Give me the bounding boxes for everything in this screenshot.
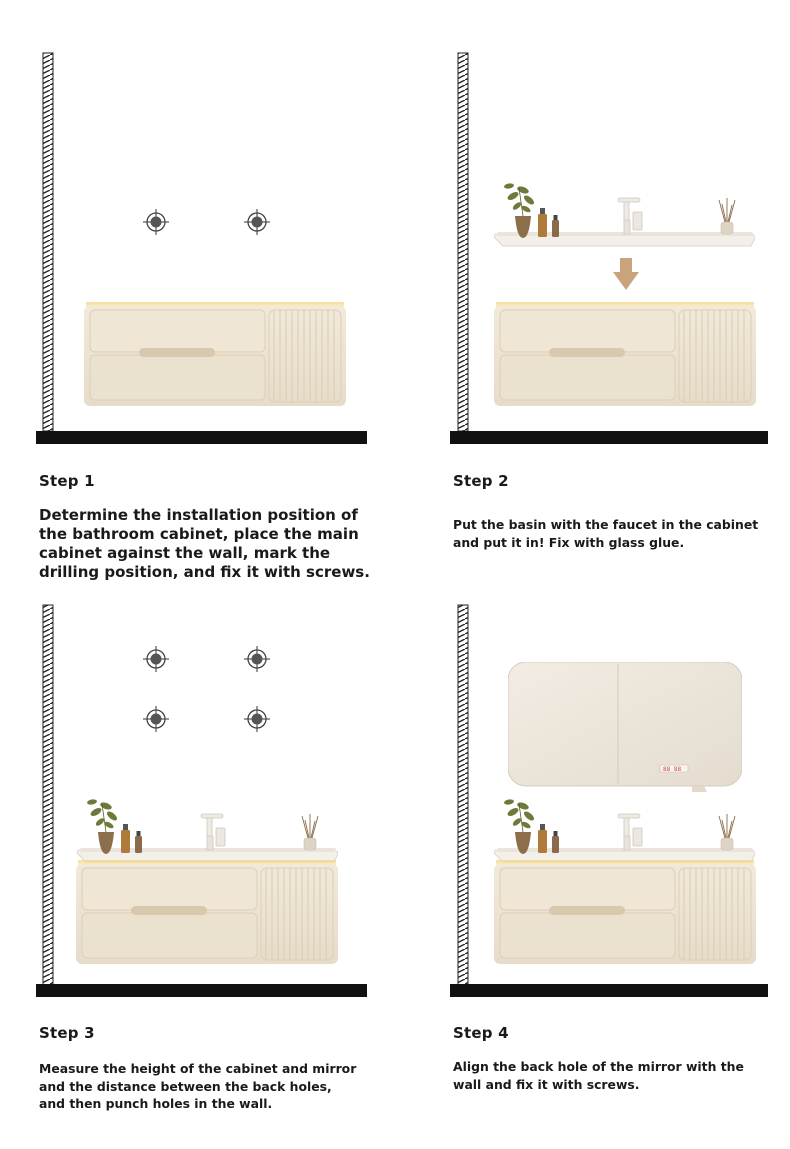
basin bbox=[494, 799, 755, 862]
step-4-panel bbox=[395, 574, 790, 1148]
step-1-panel bbox=[0, 0, 395, 581]
drill-mark-icon bbox=[143, 706, 169, 732]
cabinet bbox=[84, 302, 346, 406]
step-description: Align the back hole of the mirror with the wall and fix it with screws. bbox=[453, 1059, 744, 1092]
cabinet bbox=[494, 860, 756, 964]
down-arrow-icon bbox=[613, 258, 639, 290]
drill-mark-icon bbox=[143, 646, 169, 672]
wall-hatch bbox=[43, 53, 53, 431]
cabinet bbox=[76, 860, 338, 964]
basin bbox=[494, 183, 755, 246]
step-title: Step 4 bbox=[453, 1024, 509, 1042]
step-4-illustration bbox=[395, 574, 790, 1014]
wall-hatch bbox=[458, 53, 468, 431]
floor bbox=[36, 431, 367, 444]
step-description: Determine the installation position of the bathroom cabinet, place the main cabinet against the wall, mark the drilling position, and fix it with screws. bbox=[39, 506, 370, 581]
step-2-illustration bbox=[395, 0, 790, 470]
cabinet bbox=[494, 302, 756, 406]
basin bbox=[77, 799, 338, 862]
drill-mark-icon bbox=[244, 706, 270, 732]
floor bbox=[450, 431, 768, 444]
step-description: Put the basin with the faucet in the cabinet and put it in! Fix with glass glue. bbox=[453, 517, 759, 550]
step-title: Step 3 bbox=[39, 1024, 95, 1042]
step-title: Step 1 bbox=[39, 472, 95, 490]
wall-hatch bbox=[458, 605, 468, 985]
drill-mark-icon bbox=[244, 209, 270, 235]
floor bbox=[450, 984, 768, 997]
step-title: Step 2 bbox=[453, 472, 509, 490]
drill-mark-icon bbox=[143, 209, 169, 235]
step-3-panel bbox=[0, 574, 395, 1148]
step-3-illustration bbox=[0, 574, 395, 1014]
step-description: Measure the height of the cabinet and mirror and the distance between the back holes, and then punch holes in the wall. bbox=[39, 1061, 357, 1111]
floor bbox=[36, 984, 367, 997]
step-1-illustration bbox=[0, 0, 395, 470]
step-2-panel bbox=[395, 0, 790, 574]
drill-mark-icon bbox=[244, 646, 270, 672]
mirror-cabinet bbox=[508, 662, 742, 794]
wall-hatch bbox=[43, 605, 53, 985]
